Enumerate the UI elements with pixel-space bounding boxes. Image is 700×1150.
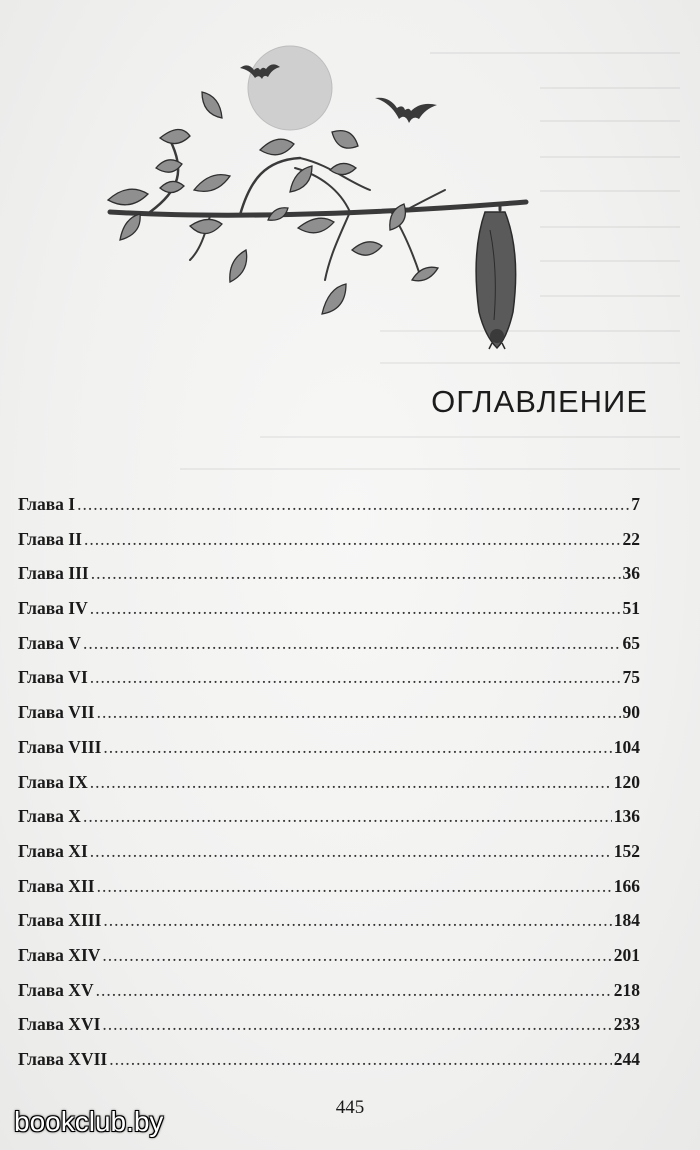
toc-entry[interactable] (18, 667, 640, 702)
dot-leader (83, 806, 612, 827)
dot-leader (90, 841, 612, 862)
dot-leader (102, 1014, 611, 1035)
toc-entry-label: Глава I (18, 494, 76, 514)
dot-leader (83, 633, 621, 654)
toc-entry-page: 166 (613, 875, 640, 896)
toc-entry[interactable] (18, 737, 640, 772)
toc-entry-label: Глава III (18, 563, 89, 584)
toc-entry-label: Глава VI (18, 667, 88, 688)
toc-entry-page: 152 (613, 840, 640, 861)
toc-entry-label: Глава XVII (18, 1049, 108, 1069)
dot-leader (90, 598, 621, 619)
toc-entry[interactable] (18, 945, 640, 980)
dot-leader (109, 1049, 612, 1070)
dot-leader (84, 529, 621, 550)
toc-entry-label: Глава XIII (18, 910, 102, 931)
toc-entry[interactable] (18, 494, 640, 529)
toc-entry-label: Глава XIV (18, 944, 101, 965)
dot-leader (77, 494, 629, 515)
dot-leader (103, 737, 611, 758)
toc-entry-label: Глава II (18, 528, 82, 549)
toc-entry-label: Глава XII (18, 875, 95, 896)
dot-leader (90, 667, 621, 688)
toc-entry-label: Глава VII (18, 702, 95, 723)
page-number: 445 (335, 1097, 365, 1118)
branch-illustration (90, 40, 540, 360)
hanging-bat-icon (476, 212, 516, 349)
toc-heading: ОГЛАВЛЕНИЕ (431, 384, 648, 419)
toc-entry-page: 120 (613, 771, 640, 792)
dot-leader (91, 563, 621, 584)
dot-leader (90, 772, 612, 793)
dot-leader (97, 702, 621, 723)
toc-entry[interactable] (18, 980, 640, 1015)
dot-leader (97, 876, 612, 897)
toc-entry-page: 22 (622, 528, 640, 549)
toc-entry-label: Глава V (18, 632, 81, 653)
toc-entry[interactable] (18, 529, 640, 564)
toc-entry-label: Глава XI (18, 840, 88, 861)
toc-entry[interactable] (18, 1014, 640, 1049)
flying-bat-icon (375, 98, 437, 123)
toc-entry-page: 104 (613, 736, 640, 757)
moon-icon (248, 46, 332, 130)
watermark: bookclub.by (14, 1106, 164, 1137)
toc-entry-page: 136 (613, 806, 640, 827)
table-of-contents (18, 494, 640, 1084)
toc-entry-page: 36 (622, 563, 640, 584)
toc-entry-label: Глава XVI (18, 1014, 101, 1035)
toc-entry-label: Глава X (18, 806, 81, 827)
toc-entry-page: 218 (613, 979, 640, 1000)
toc-entry[interactable] (18, 633, 640, 668)
toc-entry-page: 7 (631, 494, 640, 514)
toc-entry-label: Глава VIII (18, 736, 102, 757)
toc-entry[interactable] (18, 910, 640, 945)
dot-leader (96, 980, 612, 1001)
toc-entry-page: 51 (622, 598, 640, 619)
toc-entry-page: 184 (613, 910, 640, 931)
toc-entry-page: 65 (622, 632, 640, 653)
toc-entry-label: Глава IV (18, 598, 88, 619)
toc-entry[interactable] (18, 702, 640, 737)
toc-entry[interactable] (18, 876, 640, 911)
toc-entry[interactable] (18, 772, 640, 807)
dot-leader (102, 945, 611, 966)
toc-entry-page: 233 (613, 1014, 640, 1035)
toc-entry-label: Глава IX (18, 771, 88, 792)
toc-entry[interactable] (18, 841, 640, 876)
toc-entry[interactable] (18, 598, 640, 633)
toc-entry-page: 244 (613, 1049, 640, 1069)
dot-leader (103, 910, 611, 931)
toc-entry[interactable] (18, 563, 640, 598)
toc-entry-page: 201 (613, 944, 640, 965)
toc-entry-page: 75 (622, 667, 640, 688)
toc-entry[interactable] (18, 1049, 640, 1084)
toc-entry-label: Глава XV (18, 979, 94, 1000)
toc-entry[interactable] (18, 806, 640, 841)
toc-entry-page: 90 (622, 702, 640, 723)
